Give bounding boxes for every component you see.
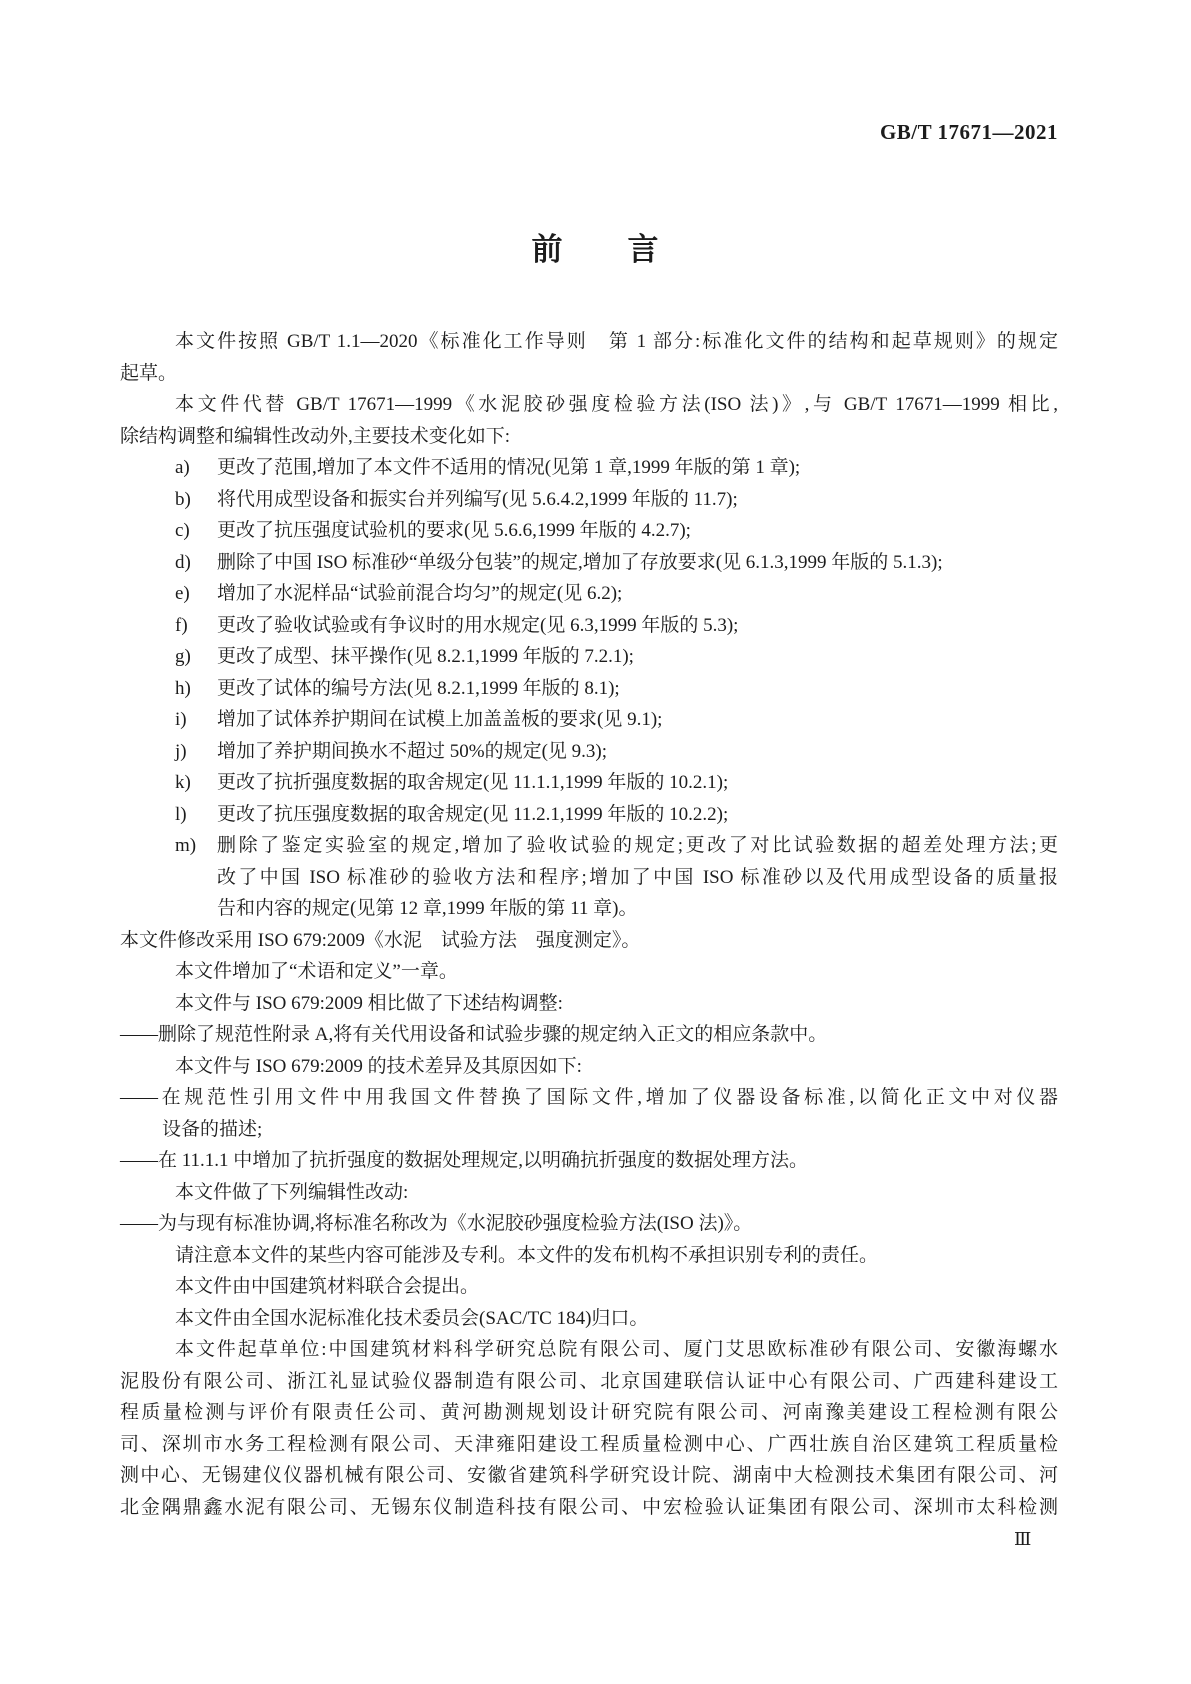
text-line: ——删除了规范性附录 A,将有关代用设备和试验步骤的规定纳入正文的相应条款中。 bbox=[120, 1024, 828, 1045]
list-item-text: 更改了试体的编号方法(见 8.2.1,1999 年版的 8.1); bbox=[217, 677, 620, 699]
list-item-label: l) bbox=[175, 803, 187, 825]
list-item bbox=[120, 452, 1058, 484]
text-line: 程质量检测与评价有限责任公司、黄河勘测规划设计研究院有限公司、河南豫美建设工程检测有限公 bbox=[120, 1402, 1058, 1423]
list-item-label: m) bbox=[175, 835, 197, 856]
list-item-label: j) bbox=[175, 740, 187, 762]
page-number: Ⅲ bbox=[1014, 1529, 1032, 1549]
list-item bbox=[120, 610, 1058, 642]
text-line: 本文件与 ISO 679:2009 的技术差异及其原因如下: bbox=[175, 1055, 582, 1077]
list-item-label: b) bbox=[175, 488, 191, 510]
text-line: 本文件增加了“术语和定义”一章。 bbox=[175, 961, 458, 982]
list-item-text: 增加了试体养护期间在试模上加盖盖板的要求(见 9.1); bbox=[217, 709, 663, 730]
text-line: 告和内容的规定(见第 12 章,1999 年版的第 11 章)。 bbox=[217, 898, 638, 919]
list-item bbox=[120, 578, 1058, 610]
text-line: 北金隅鼎鑫水泥有限公司、无锡东仪制造科技有限公司、中宏检验认证集团有限公司、深圳市太科检测 bbox=[120, 1496, 1058, 1518]
list-item-text: 更改了成型、抹平操作(见 8.2.1,1999 年版的 7.2.1); bbox=[217, 646, 634, 667]
list-item bbox=[120, 641, 1058, 673]
standard-code: GB/T 17671—2021 bbox=[879, 120, 1058, 144]
text-line: 本文件按照 GB/T 1.1—2020《标准化工作导则 第 1 部分:标准化文件的结构和起草规则》的规定 bbox=[175, 331, 1058, 352]
page-title: 前 言 bbox=[531, 232, 660, 267]
text-line: 请注意本文件的某些内容可能涉及专利。本文件的发布机构不承担识别专利的责任。 bbox=[175, 1244, 879, 1266]
text-line: 测中心、无锡建仪仪器机械有限公司、安徽省建筑科学研究设计院、湖南中大检测技术集团有限公司、河 bbox=[120, 1465, 1058, 1486]
list-item bbox=[120, 547, 1058, 579]
list-item-label: c) bbox=[175, 520, 190, 541]
list-item-text: 更改了验收试验或有争议时的用水规定(见 6.3,1999 年版的 5.3); bbox=[217, 614, 739, 636]
body-text bbox=[120, 326, 1058, 1523]
list-item-text: 更改了范围,增加了本文件不适用的情况(见第 1 章,1999 年版的第 1 章); bbox=[217, 457, 801, 478]
list-item-label: a) bbox=[175, 457, 190, 478]
list-item-text: 更改了抗压强度试验机的要求(见 5.6.6,1999 年版的 4.2.7); bbox=[217, 520, 691, 541]
text-line: 泥股份有限公司、浙江礼显试验仪器制造有限公司、北京国建联信认证中心有限公司、广西建科建设工 bbox=[120, 1370, 1058, 1392]
text-line: 本文件修改采用 ISO 679:2009《水泥 试验方法 强度测定》。 bbox=[120, 929, 641, 951]
list-item-text: 增加了水泥样品“试验前混合均匀”的规定(见 6.2); bbox=[217, 583, 623, 604]
list-item-label: h) bbox=[175, 677, 191, 699]
list-item-text: 增加了养护期间换水不超过 50%的规定(见 9.3); bbox=[217, 740, 608, 762]
list-item bbox=[120, 515, 1058, 547]
text-line: 本文件做了下列编辑性改动: bbox=[175, 1181, 409, 1203]
text-line: 除结构调整和编辑性改动外,主要技术变化如下: bbox=[120, 425, 511, 447]
list-item-label: k) bbox=[175, 772, 191, 793]
list-item bbox=[120, 767, 1058, 799]
list-item bbox=[120, 736, 1058, 768]
list-item bbox=[120, 799, 1058, 831]
text-line: 本文件与 ISO 679:2009 相比做了下述结构调整: bbox=[175, 992, 563, 1014]
list-item bbox=[120, 673, 1058, 705]
text-line: 本文件代替 GB/T 17671—1999《水泥胶砂强度检验方法(ISO 法)》,与 GB/T 17671—1999 相比, bbox=[175, 394, 1058, 415]
list-item-label: f) bbox=[175, 614, 188, 636]
text-line: 起草。 bbox=[120, 362, 178, 384]
list-item-text: 删除了鉴定实验室的规定,增加了验收试验的规定;更改了对比试验数据的超差处理方法;更 bbox=[217, 835, 1058, 856]
text-line: 本文件起草单位:中国建筑材料科学研究总院有限公司、厦门艾思欧标准砂有限公司、安徽海螺水 bbox=[175, 1339, 1058, 1360]
text-line: 本文件由中国建筑材料联合会提出。 bbox=[175, 1276, 480, 1297]
text-line: 司、深圳市水务工程检测有限公司、天津雍阳建设工程质量检测中心、广西壮族自治区建筑工程质量检 bbox=[120, 1433, 1058, 1455]
text-line: 改了中国 ISO 标准砂的验收方法和程序;增加了中国 ISO 标准砂以及代用成型设备的质量报 bbox=[217, 866, 1058, 888]
text-line: ——在规范性引用文件中用我国文件替换了国际文件,增加了仪器设备标准,以简化正文中对仪器 bbox=[120, 1087, 1058, 1108]
list-item-label: e) bbox=[175, 583, 190, 604]
list-item-label: g) bbox=[175, 646, 191, 667]
list-item-text: 将代用成型设备和振实台并列编写(见 5.6.4.2,1999 年版的 11.7); bbox=[217, 488, 738, 510]
list-item bbox=[120, 830, 1058, 862]
list-item-text: 更改了抗折强度数据的取舍规定(见 11.1.1,1999 年版的 10.2.1); bbox=[217, 772, 729, 793]
list-item bbox=[120, 704, 1058, 736]
list-item-text: 删除了中国 ISO 标准砂“单级分包装”的规定,增加了存放要求(见 6.1.3,1999 年版的 5.1.3); bbox=[217, 551, 943, 573]
text-line: 设备的描述; bbox=[162, 1118, 263, 1140]
list-item-text: 更改了抗压强度数据的取舍规定(见 11.2.1,1999 年版的 10.2.2); bbox=[217, 803, 729, 825]
list-item-label: d) bbox=[175, 551, 191, 573]
list-item-label: i) bbox=[175, 709, 187, 730]
text-line: 本文件由全国水泥标准化技术委员会(SAC/TC 184)归口。 bbox=[175, 1307, 649, 1329]
list-item bbox=[120, 484, 1058, 516]
text-line: ——为与现有标准协调,将标准名称改为《水泥胶砂强度检验方法(ISO 法)》。 bbox=[120, 1213, 753, 1234]
text-line: ——在 11.1.1 中增加了抗折强度的数据处理规定,以明确抗折强度的数据处理方法。 bbox=[120, 1150, 809, 1171]
